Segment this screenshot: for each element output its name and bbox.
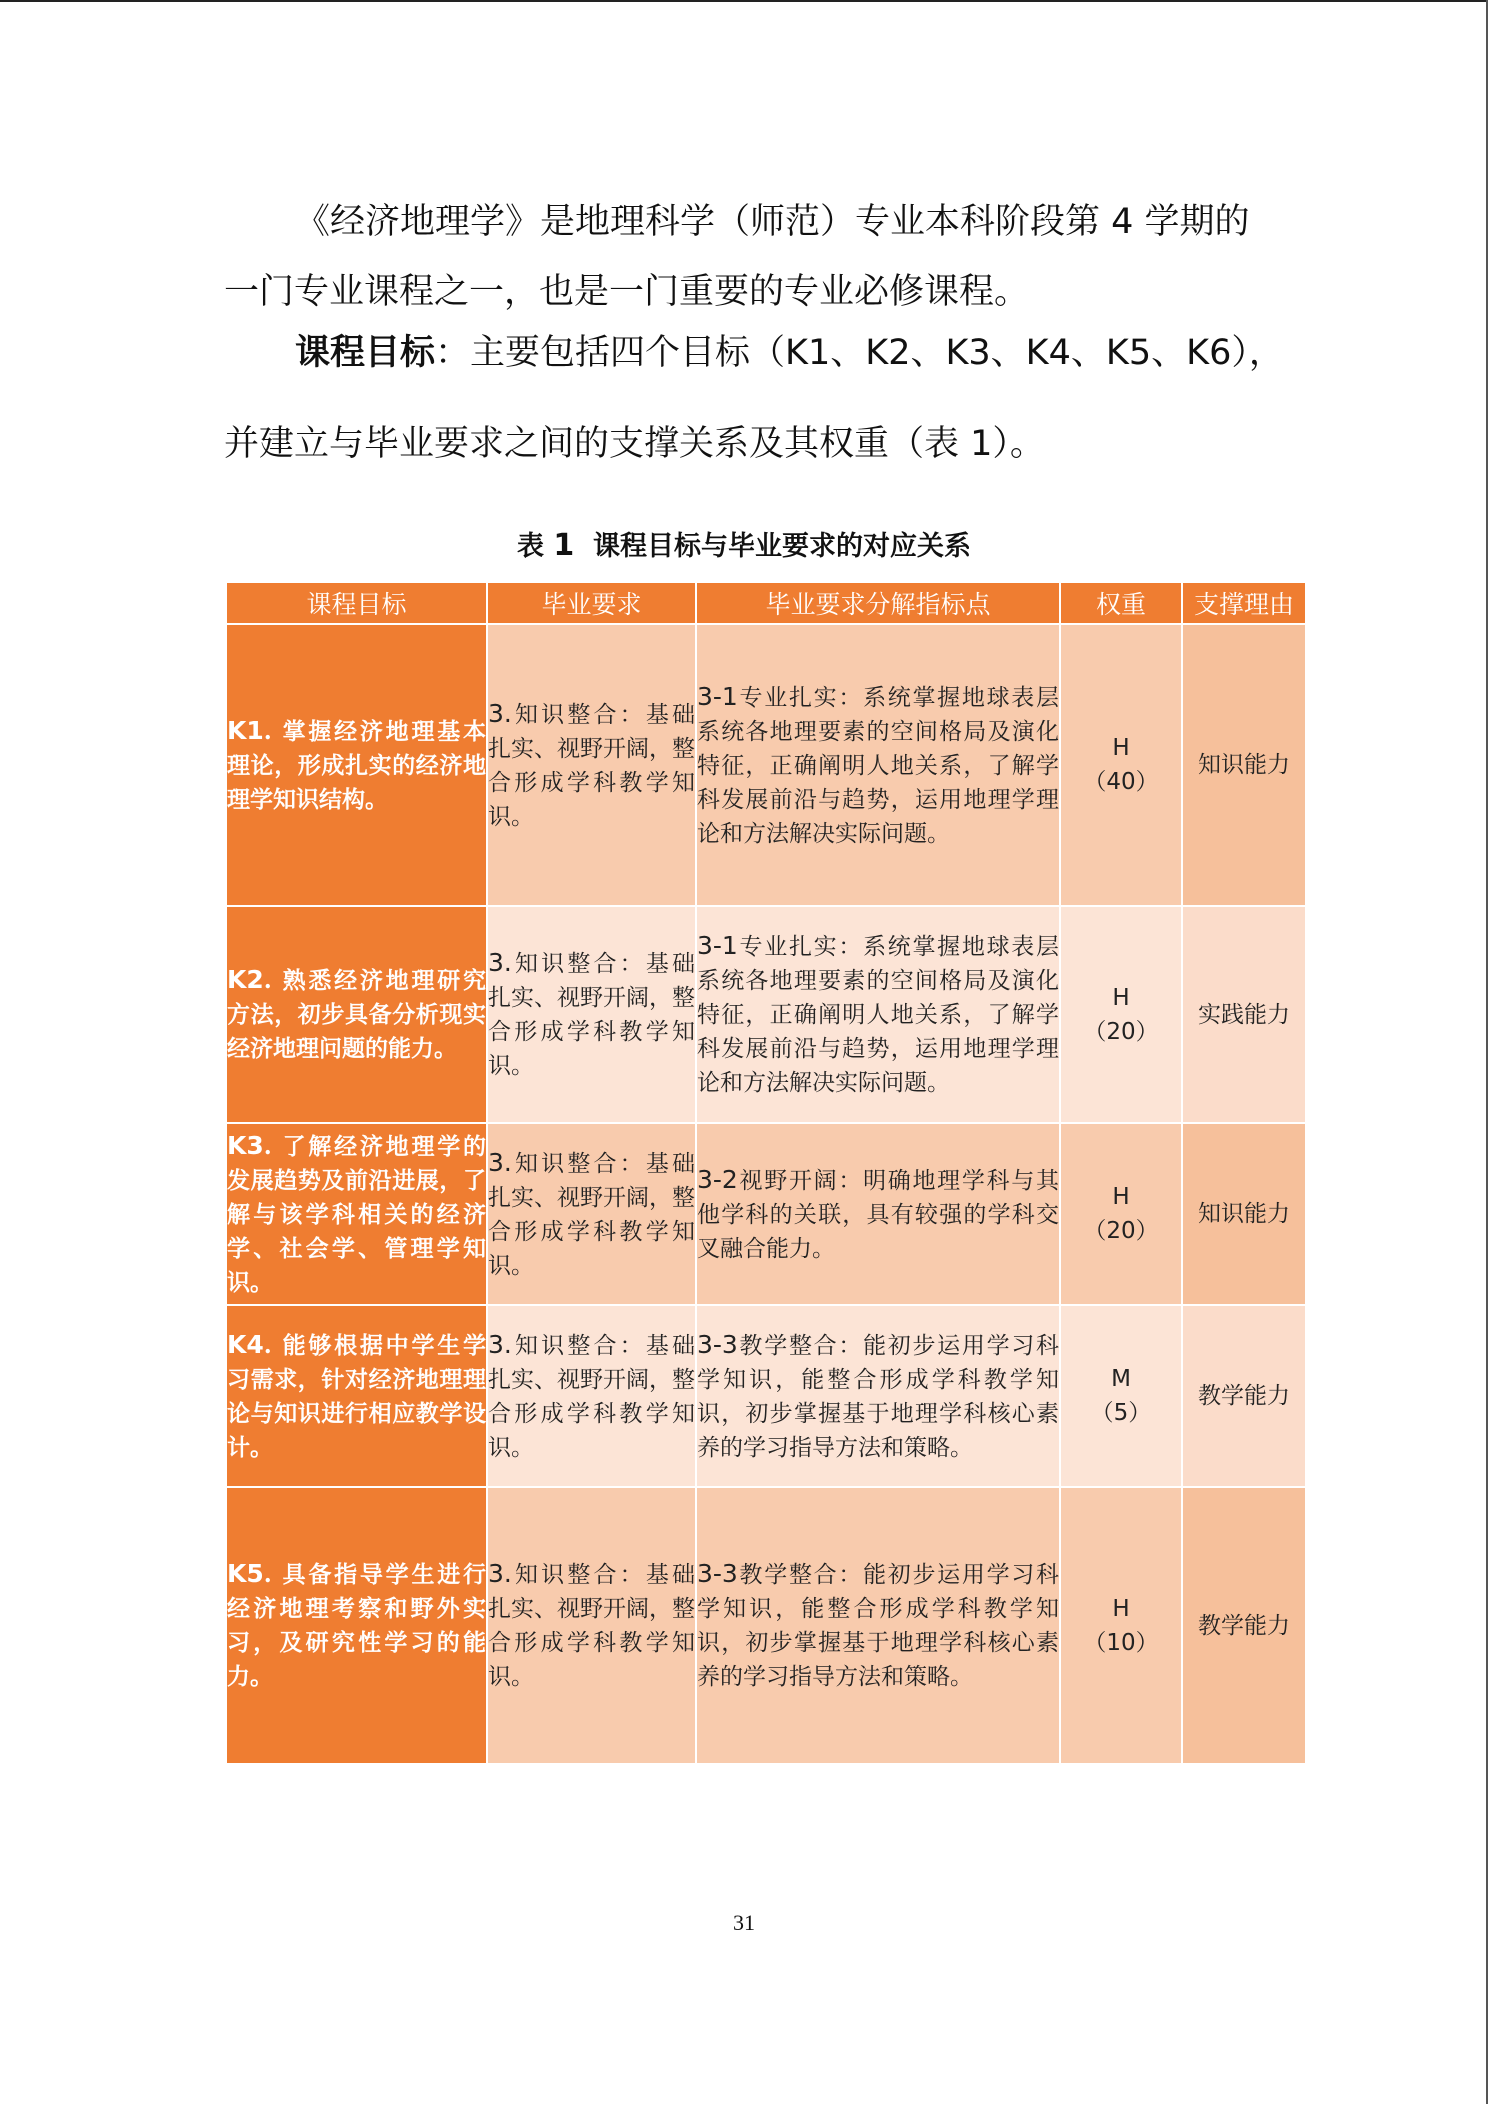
goal-code: K3 <box>227 1130 264 1160</box>
header-requirement: 毕业要求 <box>487 582 696 624</box>
req-lead: 3. <box>488 1559 512 1588</box>
point-text: 专业扎实：系统掌握地球表层系统各地理要素的空间格局及演化特征，正确阐明人地关系，了解学科发展前沿与趋势，运用地理学理论和方法解决实际问题。 <box>697 684 1059 847</box>
table-header-row <box>226 582 1306 624</box>
header-reason: 支撑理由 <box>1182 582 1306 624</box>
requirement-cell <box>487 1305 696 1487</box>
goal-code: K4 <box>227 1329 264 1359</box>
weight-value: （20） <box>1083 1218 1159 1244</box>
point-lead: 3-1 <box>697 681 738 711</box>
point-lead: 3-2 <box>697 1164 738 1194</box>
weight-cell <box>1060 906 1182 1123</box>
weight-level: H <box>1112 1184 1130 1210</box>
weight-level: M <box>1111 1366 1131 1392</box>
reason-cell: 知识能力 <box>1182 624 1306 906</box>
page-number: 31 <box>733 1910 755 1935</box>
intro-line-4: 并建立与毕业要求之间的支撑关系及其权重（表 1）。 <box>224 424 1045 464</box>
req-text: 知识整合：基础扎实、视野开阔，整合形成学科教学知识。 <box>488 1150 695 1279</box>
goal-text: ：主要包括四个目标（K1、K2、K3、K4、K5、K6）， <box>435 333 1284 373</box>
reason-cell: 教学能力 <box>1182 1487 1306 1764</box>
indicator-cell <box>696 906 1060 1123</box>
goal-code: K1 <box>227 715 264 745</box>
weight-value: （40） <box>1083 769 1159 795</box>
req-text: 知识整合：基础扎实、视野开阔，整合形成学科教学知识。 <box>488 1332 695 1461</box>
caption-prefix: 表 <box>516 531 544 562</box>
goal-desc: . 熟悉经济地理研究方法，初步具备分析现实经济地理问题的能力。 <box>227 967 486 1062</box>
table-row <box>226 624 1306 906</box>
goal-desc: . 能够根据中学生学习需求，针对经济地理理论与知识进行相应教学设计。 <box>227 1331 486 1461</box>
weight-cell <box>1060 1487 1182 1764</box>
goal-paragraph <box>295 329 1335 377</box>
weight-cell <box>1060 624 1182 906</box>
indicator-cell <box>696 1123 1060 1305</box>
goal-code: K2 <box>227 965 264 994</box>
weight-cell <box>1060 1123 1182 1305</box>
indicator-cell <box>696 624 1060 906</box>
caption-number: 1 <box>553 528 575 563</box>
point-text: 教学整合：能初步运用学习科学知识，能整合形成学科教学知识，初步掌握基于地理学科核心素养的学习指导方法和策略。 <box>697 1562 1059 1690</box>
goal-code: K5 <box>227 1559 264 1588</box>
weight-level: H <box>1112 1595 1130 1622</box>
goal-cell <box>226 1487 487 1764</box>
reason-cell: 教学能力 <box>1182 1305 1306 1487</box>
req-text: 知识整合：基础扎实、视野开阔，整合形成学科教学知识。 <box>488 701 695 830</box>
goal-cell <box>226 624 487 906</box>
point-text: 视野开阔：明确地理学科与其他学科的关联，具有较强的学科交叉融合能力。 <box>697 1167 1059 1262</box>
point-lead: 3-3 <box>697 1559 738 1588</box>
requirement-cell <box>487 1487 696 1764</box>
weight-value: （20） <box>1083 1018 1159 1045</box>
reason-cell: 实践能力 <box>1182 906 1306 1123</box>
indicator-cell <box>696 1305 1060 1487</box>
header-indicator: 毕业要求分解指标点 <box>696 582 1060 624</box>
req-text: 知识整合：基础扎实、视野开阔，整合形成学科教学知识。 <box>488 1562 695 1690</box>
table-row <box>226 1487 1306 1764</box>
point-lead: 3-3 <box>697 1329 738 1359</box>
goal-desc: . 具备指导学生进行经济地理考察和野外实习，及研究性学习的能力。 <box>227 1561 486 1690</box>
weight-level: H <box>1112 735 1130 761</box>
header-goal: 课程目标 <box>226 582 487 624</box>
caption-title: 课程目标与毕业要求的对应关系 <box>593 531 972 562</box>
intro-line-1: 《经济地理学》是地理科学（师范）专业本科阶段第 4 学期的 <box>295 202 1250 242</box>
weight-value: （10） <box>1083 1629 1159 1656</box>
intro-line-2: 一门专业课程之一，也是一门重要的专业必修课程。 <box>224 272 1030 312</box>
page-top-border <box>0 0 1488 2</box>
point-lead: 3-1 <box>697 931 738 960</box>
table-row <box>226 1123 1306 1305</box>
table-caption <box>0 524 1488 563</box>
reason-cell: 知识能力 <box>1182 1123 1306 1305</box>
requirement-cell <box>487 1123 696 1305</box>
goal-cell <box>226 1123 487 1305</box>
indicator-cell <box>696 1487 1060 1764</box>
point-text: 教学整合：能初步运用学习科学知识，能整合形成学科教学知识，初步掌握基于地理学科核心素养的学习指导方法和策略。 <box>697 1332 1059 1461</box>
goal-cell <box>226 906 487 1123</box>
table-row <box>226 1305 1306 1487</box>
goal-cell <box>226 1305 487 1487</box>
requirement-cell <box>487 906 696 1123</box>
goals-table <box>225 581 1307 1765</box>
req-lead: 3. <box>488 1329 512 1359</box>
table-row <box>226 906 1306 1123</box>
req-lead: 3. <box>488 948 512 977</box>
weight-level: H <box>1112 984 1130 1011</box>
goal-label: 课程目标 <box>295 333 436 373</box>
weight-cell <box>1060 1305 1182 1487</box>
header-weight: 权重 <box>1060 582 1182 624</box>
weight-value: （5） <box>1090 1400 1152 1426</box>
requirement-cell <box>487 624 696 906</box>
req-lead: 3. <box>488 1147 512 1177</box>
goal-desc: . 掌握经济地理基本理论，形成扎实的经济地理学知识结构。 <box>227 717 486 813</box>
point-text: 专业扎实：系统掌握地球表层系统各地理要素的空间格局及演化特征，正确阐明人地关系，了解学科发展前沿与趋势，运用地理学理论和方法解决实际问题。 <box>697 934 1059 1096</box>
req-text: 知识整合：基础扎实、视野开阔，整合形成学科教学知识。 <box>488 951 695 1079</box>
goal-desc: . 了解经济地理学的发展趋势及前沿进展，了解与该学科相关的经济学、社会学、管理学知识。 <box>227 1132 486 1296</box>
req-lead: 3. <box>488 698 512 728</box>
